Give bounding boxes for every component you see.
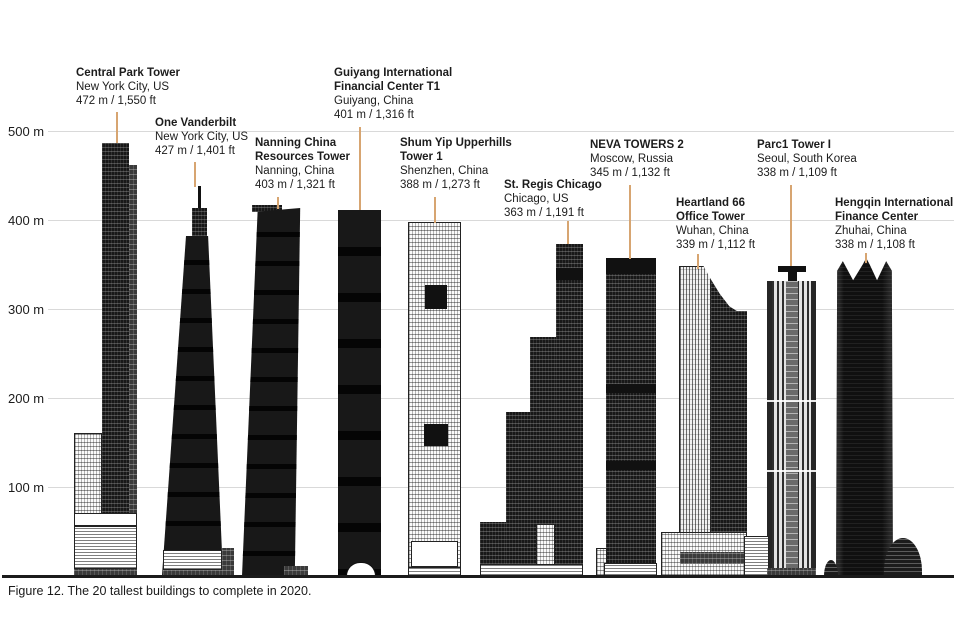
- leader-line-shum-yip: [434, 197, 436, 223]
- building-height: 338 m / 1,108 ft: [835, 239, 915, 251]
- building-height: 345 m / 1,132 ft: [590, 167, 670, 179]
- building-tower: [338, 210, 381, 576]
- building-tower: [102, 143, 129, 576]
- building-name: St. Regis Chicago: [504, 179, 602, 191]
- building-tower: [606, 258, 656, 576]
- building-light-inset: [536, 524, 555, 566]
- building-height: 388 m / 1,273 ft: [400, 179, 480, 191]
- leader-line-hengqin: [865, 253, 867, 263]
- building-name: Shum Yip Upperhills Tower 1: [400, 137, 512, 163]
- building-name: One Vanderbilt: [155, 117, 237, 129]
- building-tier-1: [556, 244, 583, 576]
- building-location: Nanning, China: [255, 165, 335, 177]
- building-band-mid: [606, 384, 656, 393]
- building-tower: [679, 266, 747, 576]
- building-location: New York City, US: [76, 81, 170, 93]
- building-height: 427 m / 1,401 ft: [155, 145, 235, 157]
- building-annex: [222, 548, 234, 576]
- building-location: Shenzhen, China: [400, 165, 489, 177]
- building-location: Moscow, Russia: [590, 153, 674, 165]
- building-name: NEVA TOWERS 2: [590, 139, 684, 151]
- building-base: [74, 526, 137, 569]
- building-location: Seoul, South Korea: [757, 153, 857, 165]
- leader-line-heartland: [697, 254, 699, 269]
- ground-line: [2, 575, 954, 578]
- leader-line-nanning: [277, 197, 279, 209]
- building-height: 472 m / 1,550 ft: [76, 95, 156, 107]
- label-central-park-tower: [76, 66, 226, 108]
- building-base-band: [411, 541, 458, 567]
- label-st-regis: [504, 178, 639, 220]
- building-dark-panel-upper: [425, 285, 447, 309]
- building-name: Nanning China Resources Tower: [255, 137, 351, 163]
- building-location: Zhuhai, China: [835, 225, 907, 237]
- y-tick-300m: 300 m: [8, 302, 45, 317]
- y-tick-500m: 500 m: [8, 124, 45, 139]
- building-dark-panel-lower: [424, 424, 448, 446]
- building-height: 401 m / 1,316 ft: [334, 109, 414, 121]
- building-tower: [408, 222, 461, 576]
- building-break-line-lower: [767, 470, 816, 472]
- building-location: Wuhan, China: [676, 225, 749, 237]
- building-tower: [160, 236, 225, 576]
- building-name: Central Park Tower: [76, 67, 180, 79]
- building-tier-1-band: [556, 268, 583, 280]
- label-heartland: [676, 196, 771, 252]
- label-guiyang: [334, 66, 469, 122]
- leader-line-central-park-tower: [116, 112, 118, 143]
- leader-line-parc1: [790, 185, 792, 266]
- building-podium: [744, 536, 769, 576]
- building-location: Guiyang, China: [334, 95, 414, 107]
- building-name: Parc1 Tower I: [757, 139, 831, 151]
- y-tick-200m: 200 m: [8, 391, 45, 406]
- building-height: 339 m / 1,112 ft: [676, 239, 756, 251]
- leader-line-one-vanderbilt: [194, 162, 196, 187]
- figure-caption: Figure 12. The 20 tallest buildings to complete in 2020.: [8, 584, 312, 598]
- building-light-face: [679, 266, 711, 576]
- building-tower: [836, 258, 893, 576]
- label-parc1: [757, 138, 887, 180]
- building-break-line-upper: [767, 400, 816, 402]
- building-name: Hengqin International Finance Center: [835, 197, 954, 223]
- building-tier-3: [506, 412, 530, 576]
- building-base-band: [74, 513, 137, 526]
- y-tick-400m: 400 m: [8, 213, 45, 228]
- building-dark-face: [711, 266, 747, 576]
- building-setback: [129, 165, 137, 515]
- label-shum-yip: [400, 136, 518, 192]
- label-nanning: [255, 136, 365, 192]
- building-height: 338 m / 1,109 ft: [757, 167, 837, 179]
- building-podium-left-curve: [824, 560, 838, 576]
- building-name: Heartland 66 Office Tower: [676, 197, 746, 223]
- label-neva-towers: [590, 138, 730, 180]
- building-tower: [242, 208, 302, 576]
- building-cap-band: [606, 258, 656, 274]
- building-location: Chicago, US: [504, 193, 569, 205]
- leader-line-st-regis: [567, 221, 569, 244]
- building-podium-band: [680, 552, 747, 564]
- building-base: [163, 550, 222, 570]
- building-height: 363 m / 1,191 ft: [504, 207, 584, 219]
- gridline-400m: [48, 220, 954, 221]
- building-name: Guiyang International Financial Center T1: [334, 67, 453, 93]
- y-tick-100m: 100 m: [8, 480, 45, 495]
- label-hengqin: [835, 196, 960, 252]
- building-band-low: [606, 461, 656, 470]
- building-height: 403 m / 1,321 ft: [255, 179, 335, 191]
- building-location: New York City, US: [155, 131, 249, 143]
- building-core-column: [786, 281, 798, 576]
